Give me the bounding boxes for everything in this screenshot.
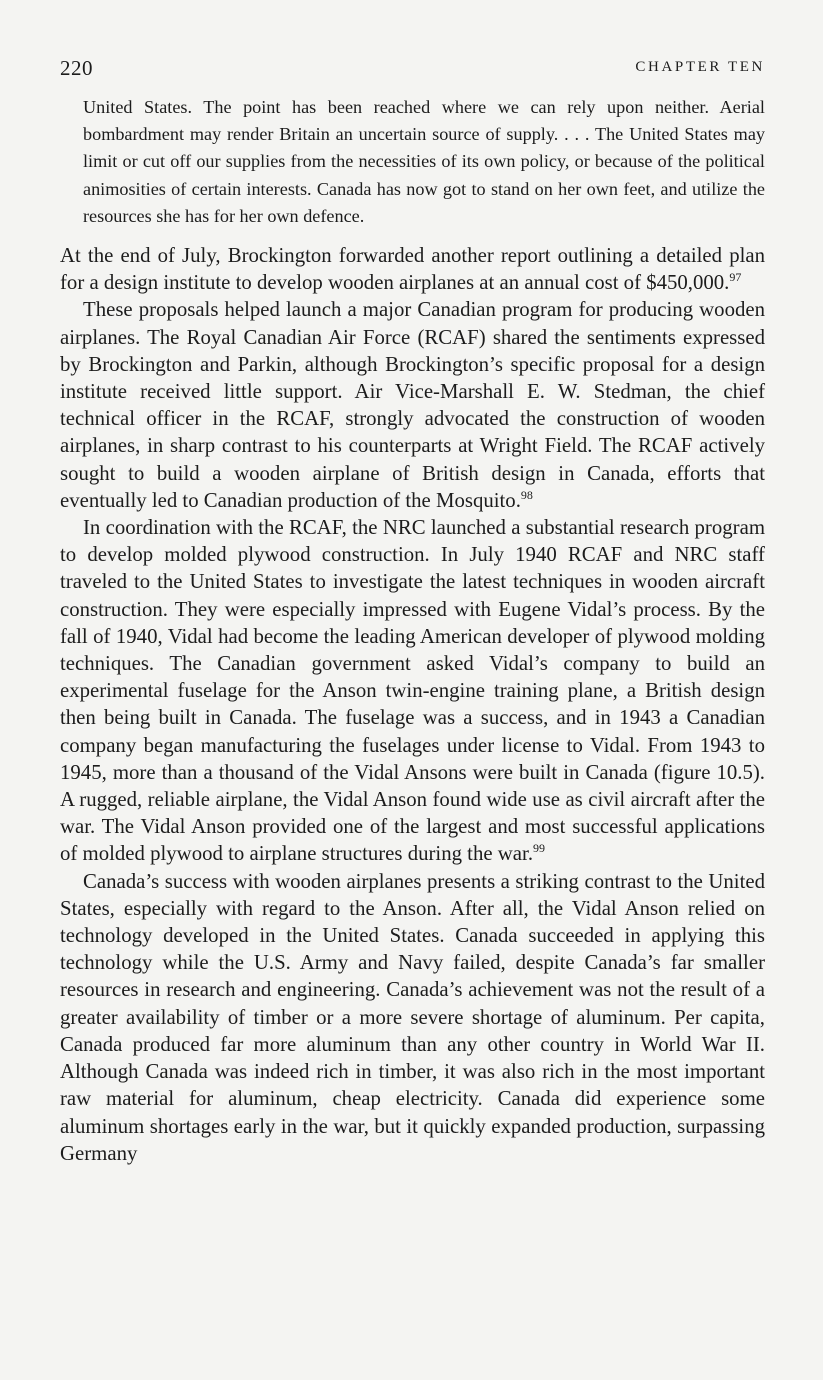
paragraph (60, 242, 765, 296)
paragraph-text: Canada’s success with wooden airplanes presents a striking contrast to the United States, especially with regard to the Anson. After all, the Vidal Anson relied on technology developed in the United States. Canada succeeded in applying this technology while the U.S. Army and Navy failed, despite Canada’s far smaller resources in research and engineering. Canada’s achievement was not the result of a greater availability of timber or a more severe shortage of aluminum. Per capita, Canada produced far more aluminum than any other country in World War II. Although Canada was indeed rich in timber, it was also rich in the most important raw material for aluminum, cheap electricity. Canada did experience some aluminum shortages early in the war, but it quickly expanded production, surpassing Germany (60, 869, 765, 1165)
paragraph-text: At the end of July, Brockington forwarded another report outlining a detailed plan for a design institute to develop wooden airplanes at an annual cost of $450,000. (60, 244, 765, 295)
block-quote-text: United States. The point has been reached where we can rely upon neither. Aerial bombardment may render Britain an uncertain source of supply. . . . The United States may limit or cut off our supplies from the necessities of its own policy, or because of the political animosities of certain interests. Canada has now got to stand on her own feet, and utilize the resources she has for her own defence. (83, 97, 765, 226)
paragraph (60, 296, 765, 514)
paragraph-text: In coordination with the RCAF, the NRC launched a substantial research program to develop molded plywood construction. In July 1940 RCAF and NRC staff traveled to the United States to investigate the latest techniques in wooden aircraft construction. They were especially impressed with Eugene Vidal’s process. By the fall of 1940, Vidal had become the leading American developer of plywood molding techniques. The Canadian government asked Vidal’s company to build an experimental fuselage for the Anson twin-engine training plane, a British design then being built in Canada. The fuselage was a success, and in 1943 a Canadian company began manufacturing the fuselages under license to Vidal. From 1943 to 1945, more than a thousand of the Vidal Ansons were built in Canada (figure 10.5). A rugged, reliable airplane, the Vidal Anson found wide use as civil aircraft after the war. The Vidal Anson provided one of the largest and most successful applications of molded plywood to airplane structures during the war. (60, 516, 765, 866)
page-header (60, 56, 765, 84)
body-text (60, 242, 765, 1167)
running-head: CHAPTER TEN (635, 59, 765, 75)
paragraph (60, 868, 765, 1167)
paragraph-text: These proposals helped launch a major Canadian program for producing wooden airplanes. The Royal Canadian Air Force (RCAF) shared the sentiments expressed by Brockington and Parkin, although Brockington’s specific proposal for a design institute received little support. Air Vice-Marshall E. W. Stedman, the chief technical officer in the RCAF, strongly advocated the construction of wooden airplanes, in sharp contrast to his counterparts at Wright Field. The RCAF actively sought to build a wooden airplane of British design in Canada, efforts that eventually led to Canadian production of the Mosquito. (60, 298, 765, 512)
block-quote (83, 94, 765, 230)
footnote-ref[interactable]: 98 (520, 487, 533, 502)
footnote-ref[interactable]: 99 (533, 841, 546, 856)
paragraph (60, 514, 765, 868)
footnote-ref[interactable]: 97 (729, 270, 742, 285)
page-number: 220 (60, 56, 93, 80)
